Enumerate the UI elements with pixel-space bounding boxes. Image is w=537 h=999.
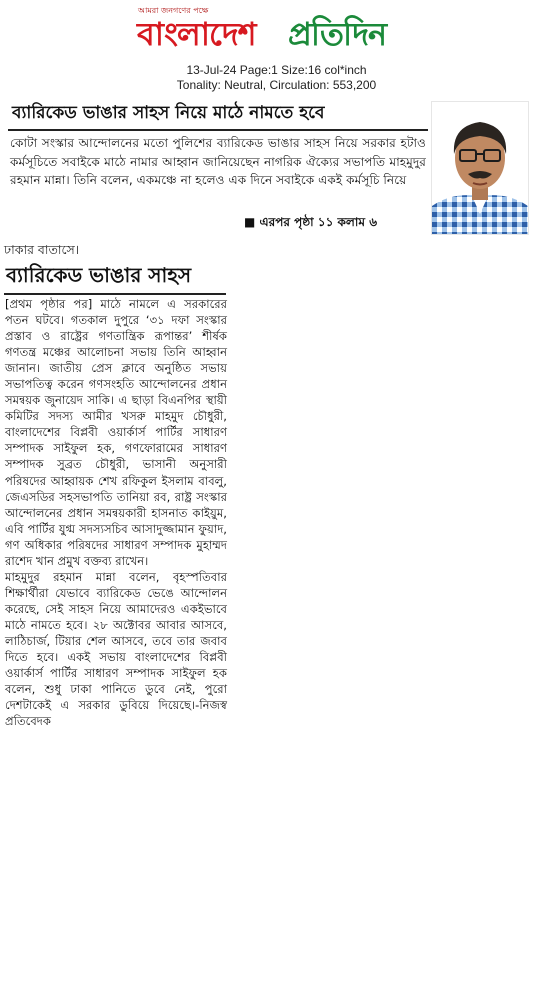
headline-divider xyxy=(8,129,428,131)
speaker-photo xyxy=(431,101,529,235)
masthead-tagline: আমরা জনগণের পক্ষে xyxy=(138,6,209,15)
clip-meta-date-size: 13-Jul-24 Page:1 Size:16 col*inch xyxy=(186,63,367,77)
lead-paragraph: কোটা সংস্কার আন্দোলনের মতো পুলিশের ব্যারিকেড ভাঙার সাহস নিয়ে সরকার হটাও কর্মসূচিতে সবাইকে মাঠে নামার আহ্বান জানিয়েছেন নাগরিক ঐক্যের সভাপতি মাহমুদুর রহমান মান্না। তিনি বলেন, একমঞ্চে না হলেও এক দিনে সবাইকে একই কর্মসূচি নিয়ে xyxy=(10,136,426,187)
clip-meta-tonality: Tonality: Neutral, Circulation: 553,200 xyxy=(176,78,377,92)
body-paragraph: [প্রথম পৃষ্ঠার পর] মাঠে নামলে এ সরকারের পতন ঘটবে। গতকাল দুপুরে ‘৩১ দফা সংস্কার প্রস্তাব ও রাষ্ট্রের গণতান্ত্রিক রূপান্তর’ শীর্ষক গণতন্ত্র মঞ্চের আলোচনা সভায় তিনি আহ্বান জানান। জাতীয় প্রেস ক্লাবে অনুষ্ঠিত সভায় সভাপতিত্ব করেন গণসংহতি আন্দোলনের প্রধান সমন্বয়ক জুনায়েদ সাকি। এ ছাড়া বিএনপির স্থায়ী কমিটির সদস্য আমীর খসরু মাহমুদ চৌধুরী, বাংলাদেশের বিপ্লবী ওয়ার্কার্স পার্টির সাধারণ সম্পাদক সাইফুল হক, গণফোরামের সাধারণ সম্পাদক সুব্রত চৌধুরী, ভাসানী অনুসারী পরিষদের আহ্বায়ক শেখ রফিকুল ইসলাম বাবলু, জেএসডির সহসভাপতি তানিয়া রব, রাষ্ট্র সংস্কার আন্দোলনের প্রধান সমন্বয়কারী হাসনাত কাইয়ুম, এবি পার্টির যুগ্ম সদস্যসচিব আসাদুজ্জামান ফুয়াদ, গণ অধিকার পরিষদের সাধারণ সম্পাদক মুহাম্মদ রাশেদ খান প্রমুখ বক্তব্য রাখেন। xyxy=(5,297,227,568)
continuation-headline: ব্যারিকেড ভাঙার সাহস xyxy=(6,263,192,287)
continuation-body xyxy=(5,296,227,729)
continued-reference: ■ এরপর পৃষ্ঠা ১১ কলাম ৬ xyxy=(244,215,378,229)
front-page-headline: ব্যারিকেড ভাঙার সাহস নিয়ে মাঠে নামতে হবে xyxy=(12,103,325,123)
masthead-name-red: বাংলাদেশ xyxy=(137,15,256,53)
newspaper-masthead xyxy=(0,0,537,60)
body-paragraph: মাহমুদুর রহমান মান্না বলেন, বৃহস্পতিবার শিক্ষার্থীরা যেভাবে ব্যারিকেড ভেঙে আন্দোলন করেছে, সেই সাহস নিয়ে আমাদেরও একইভাবে মাঠে নামতে হবে। ২৮ অক্টোবর আবার আসবে, লাঠিচার্জ, টিয়ার শেল আসবে, তবে তার জবাব দিতে হবে। একই সভায় বাংলাদেশের বিপ্লবী ওয়ার্কার্স পার্টির সাধারণ সম্পাদক সাইফুল হক বলেন, শুধু ঢাকা পানিতে ডুবে নেই, পুরো দেশটাকেই এ সরকার ডুবিয়ে দিয়েছে।-নিজস্ব প্রতিবেদক xyxy=(5,569,227,729)
cut-off-text-line: ঢাকার বাতাসে। xyxy=(4,242,80,257)
front-page-lead xyxy=(10,134,426,190)
continuation-divider xyxy=(4,293,226,295)
speaker-portrait-graphic xyxy=(432,102,528,234)
masthead-name-green: প্রতিদিন xyxy=(288,15,387,53)
